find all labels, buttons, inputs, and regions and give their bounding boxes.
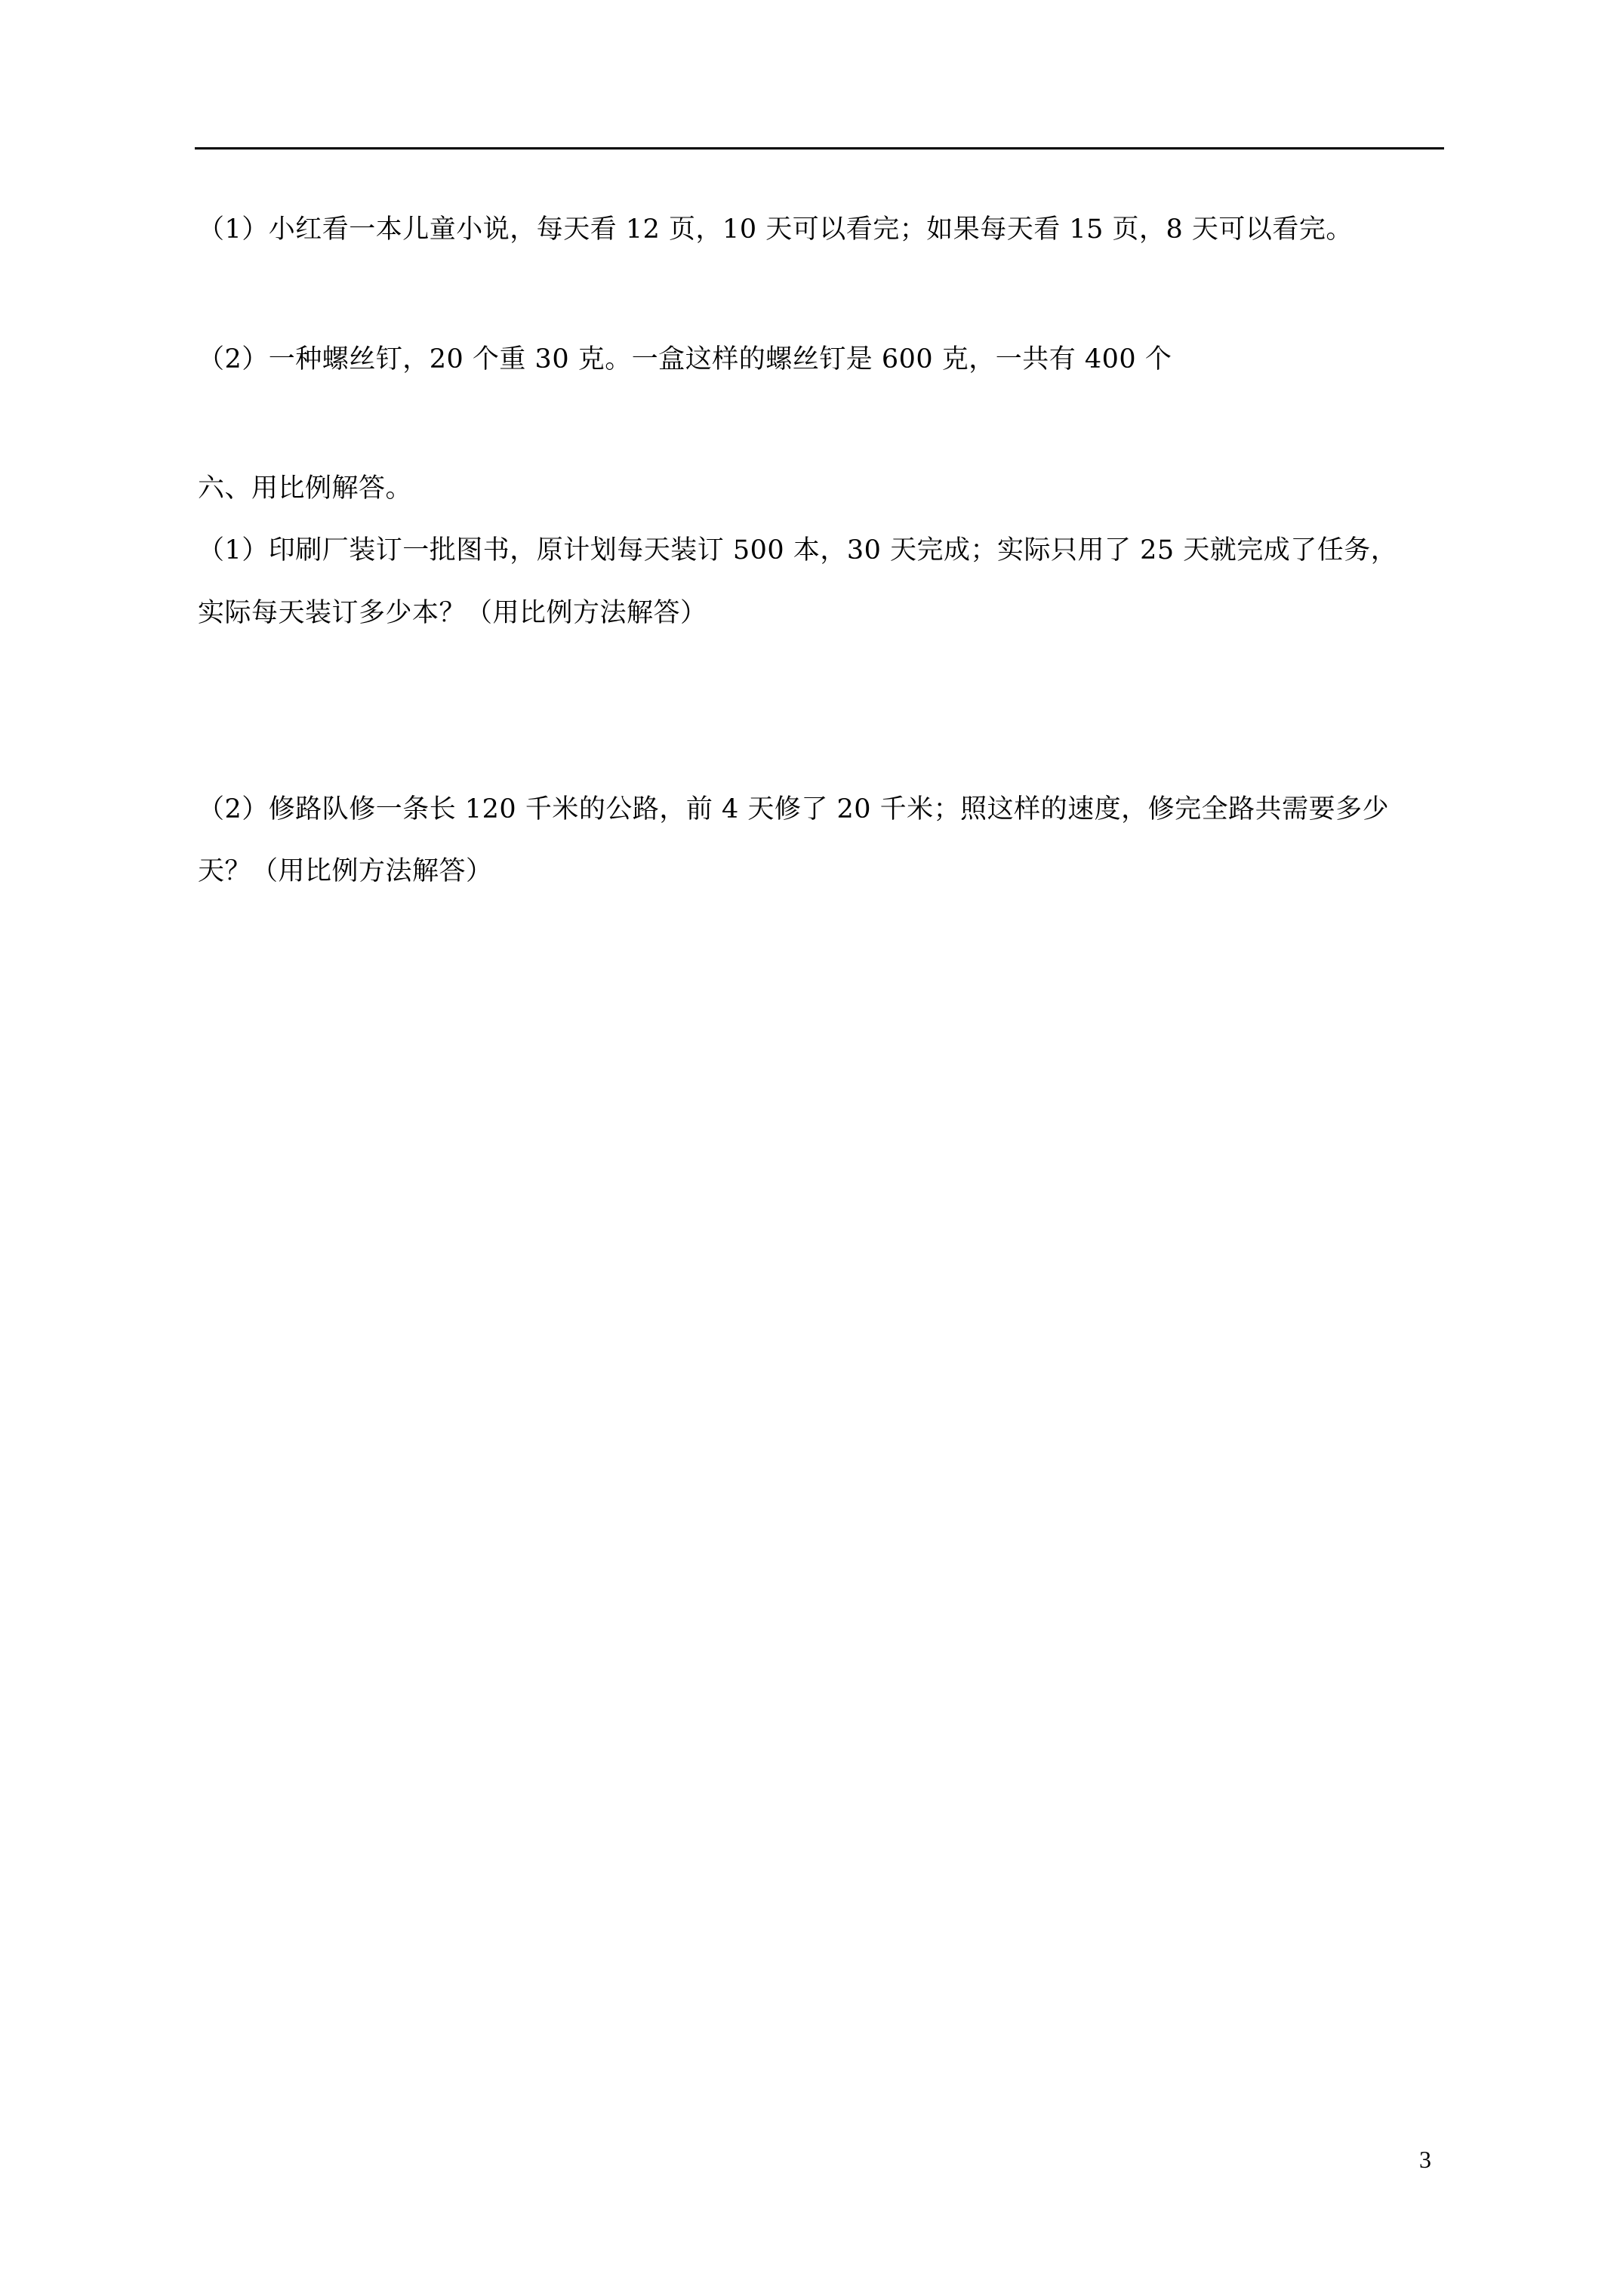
section6-question-1-line-1: （1）印刷厂装订一批图书，原计划每天装订 500 本，30 天完成；实际只用了 25 天就完成了任务， <box>198 535 1398 566</box>
section6-question-1-line-2: 实际每天装订多少本？（用比例方法解答） <box>198 598 707 628</box>
section6-title: 六、用比例解答。 <box>198 473 413 504</box>
page-number: 3 <box>1419 2146 1431 2173</box>
header-rule <box>195 147 1444 149</box>
section6-question-2-line-2: 天？（用比例方法解答） <box>198 856 493 886</box>
section6-question-2-line-1: （2）修路队修一条长 120 千米的公路，前 4 天修了 20 千米；照这样的速度，修完全路共需要多少 <box>198 794 1390 824</box>
section5-question-1: （1）小红看一本儿童小说，每天看 12 页，10 天可以看完；如果每天看 15 页，8 天可以看完。 <box>198 214 1353 245</box>
section5-question-2: （2）一种螺丝钉，20 个重 30 克。一盒这样的螺丝钉是 600 克，一共有 400 个 <box>198 344 1172 374</box>
